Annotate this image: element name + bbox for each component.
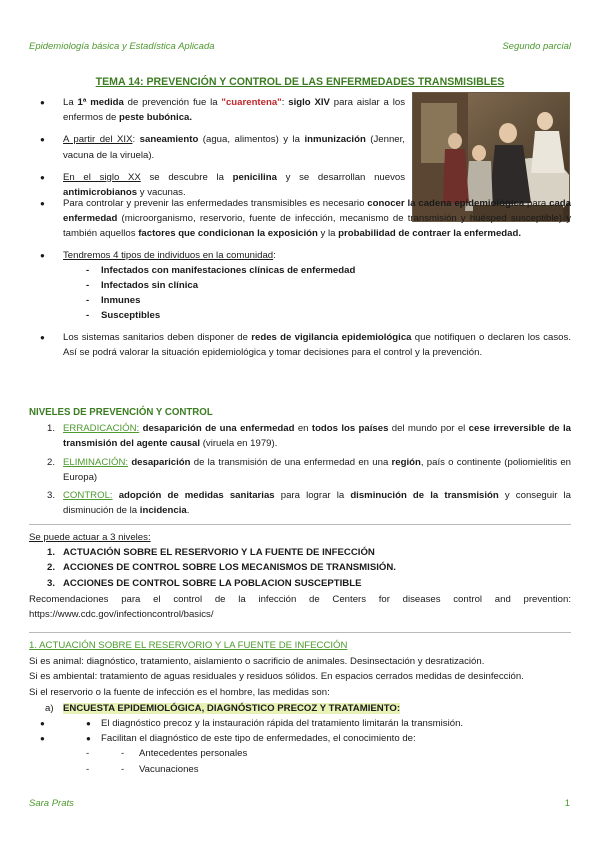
item-letter: a)	[45, 702, 54, 714]
text: La	[63, 97, 78, 108]
text: , país o continente (poliomielitis en Europa)	[63, 456, 572, 483]
action-item	[29, 560, 571, 575]
text-bold: peste bubónica.	[119, 112, 193, 124]
divider	[29, 524, 571, 525]
text-bold: región	[391, 456, 421, 468]
intro-bullets-bottom	[29, 196, 571, 360]
level-eradication	[29, 421, 571, 451]
text: Para controlar y prevenir las enfermedades transmisibles es necesario	[63, 198, 368, 209]
text-bold: cada enfermedad	[63, 198, 572, 225]
dash-mark: - -	[121, 763, 125, 775]
item-number: 2.	[47, 456, 56, 468]
levels-heading: NIVELES DE PREVENCIÓN Y CONTROL	[29, 407, 213, 418]
bullet-individual-types	[29, 248, 571, 263]
sub-bullet	[29, 731, 571, 746]
text-underlined: Tendremos 4 tipos de individuos en la comunidad	[63, 249, 274, 261]
text: y la	[317, 228, 339, 240]
action-item	[29, 545, 571, 560]
text: (microorganismo, reservorio, fuente de infección, mecanismo de transmisión y huésped susceptible) y también aquellos	[63, 213, 571, 240]
text-underlined: A partir del XIX	[63, 134, 133, 146]
page-title: TEMA 14: PREVENCIÓN Y CONTROL DE LAS ENFERMEDADES TRANSMISIBLES	[95, 76, 505, 88]
section-line: Si es ambiental: tratamiento de aguas residuales y residuos sólidos. En espacios cerrados medidas de desinfección.	[29, 671, 524, 683]
cdc-recommendations: Recomendaciones para el control de la infección de Centers for diseases control and prevention: https://www.cdc.gov/infectioncontrol/basics/	[29, 593, 571, 621]
text: (viruela en 1979).	[200, 438, 278, 450]
actions-intro: Se puede actuar a 3 niveles:	[29, 532, 151, 543]
text: de la transmisión de una enfermedad en una	[190, 456, 392, 468]
text-bold: conocer la cadena epidemiológica	[367, 198, 525, 209]
section-reservoir	[29, 638, 571, 777]
text: y vacunas.	[137, 187, 186, 199]
type-item: - Inmunes	[29, 293, 571, 308]
text: para lograr la	[274, 490, 351, 502]
levels-section	[29, 405, 571, 518]
text-bold: saneamiento	[139, 134, 199, 146]
bullet-quarantine	[29, 95, 405, 125]
type-item: - Susceptibles	[29, 308, 571, 323]
sub-item-a	[29, 701, 571, 716]
sub-dash	[29, 762, 571, 777]
bullet-dot: ● ●	[86, 734, 91, 744]
text: Facilitan el diagnóstico de este tipo de enfermedades, el conocimiento de:	[101, 733, 416, 745]
text: .	[186, 505, 190, 517]
dash-mark: - -	[121, 748, 125, 760]
text: y se desarrollan nuevos	[276, 171, 405, 183]
text-bold: siglo XIV	[288, 97, 330, 108]
text-bold: cese irreversible de la transmisión del agente causal	[63, 423, 571, 450]
header-subject: Epidemiología básica y Estadística Aplicada	[29, 41, 215, 52]
text-bold: penicilina	[232, 171, 277, 183]
type-item: - Infectados con manifestaciones clínicas de enfermedad	[29, 263, 571, 278]
level-control	[29, 488, 571, 518]
section-line: Si es animal: diagnóstico, tratamiento, aislamiento o sacrificio de animales. Desinsectación y desratización.	[29, 656, 485, 668]
page-number: 1	[564, 798, 570, 809]
text: para aislar a los enfermos de	[63, 97, 405, 124]
text-bold: redes de vigilancia epidemiológica	[251, 331, 412, 343]
section-line: Si el reservorio o la fuente de infección es el hombre, las medidas son:	[29, 686, 330, 698]
text: del mundo por el	[388, 423, 469, 435]
level-label: CONTROL:	[63, 490, 113, 502]
bullet-chain	[29, 196, 571, 242]
text-bold: todos los países	[311, 423, 389, 435]
action-text: ACTUACIÓN SOBRE EL RESERVORIO Y LA FUENTE DE INFECCIÓN	[63, 547, 375, 559]
text: (Jenner, vacuna de la viruela).	[63, 134, 405, 161]
text: para	[524, 198, 550, 209]
text: El diagnóstico precoz y la instauración rápida del tratamiento limitarán la transmisión.	[101, 718, 464, 730]
actions-section	[29, 530, 571, 622]
type-item: - Infectados sin clínica	[29, 278, 571, 293]
bullet-dot: ● ●	[86, 719, 91, 729]
text: :	[281, 97, 289, 108]
text: Antecedentes personales	[139, 748, 248, 760]
item-number: 2.	[47, 562, 56, 574]
intro-bullets-top	[29, 95, 405, 200]
text: Vacunaciones	[139, 763, 199, 775]
level-label: ERRADICACIÓN:	[63, 423, 140, 435]
text: :	[273, 249, 276, 261]
text-bold: incidencia	[139, 505, 187, 517]
item-number: 3.	[47, 490, 56, 502]
text: de prevención fue la	[123, 97, 222, 108]
header-exam: Segundo parcial	[502, 41, 571, 52]
text-bold: desaparición de una enfermedad	[142, 423, 295, 435]
text: se descubre la	[140, 171, 233, 183]
item-number: 1.	[47, 547, 56, 559]
section-heading: 1. ACTUACIÓN SOBRE EL RESERVORIO Y LA FUENTE DE INFECCIÓN	[29, 640, 348, 651]
text: Los sistemas sanitarios deben disponer de	[63, 331, 252, 343]
text: que notifiquen o declaren los casos. Así se podrá valorar la situación epidemiológica y tomar decisiones para el control y la prevención.	[63, 331, 571, 358]
item-number: 1.	[47, 423, 56, 435]
text-underlined: En el siglo XX	[63, 171, 141, 183]
text: y conseguir la disminución de la	[63, 490, 571, 517]
text-bold: disminución de la transmisión	[350, 490, 499, 502]
text-bold: adopción de medidas sanitarias	[118, 490, 275, 502]
text-bold: factores que condicionan la exposición	[138, 228, 318, 240]
sub-heading: ENCUESTA EPIDEMIOLÓGICA, DIAGNÓSTICO PRECOZ Y TRATAMIENTO:	[63, 702, 401, 714]
level-label: ELIMINACIÓN:	[63, 456, 129, 468]
bullet-xix	[29, 132, 405, 162]
text-bold: antimicrobianos	[63, 187, 138, 199]
bullet-surveillance	[29, 330, 571, 360]
sub-dash	[29, 746, 571, 761]
divider	[29, 632, 571, 633]
item-number: 3.	[47, 577, 56, 589]
text: :	[132, 134, 140, 146]
text-bold: 1ª medida	[77, 97, 124, 108]
quarantine-term: "cuarentena"	[221, 97, 282, 108]
action-item	[29, 576, 571, 591]
text-bold: desaparición	[131, 456, 191, 468]
action-text: ACCIONES DE CONTROL SOBRE LA POBLACION SUSCEPTIBLE	[63, 577, 362, 589]
text: en	[294, 423, 312, 435]
text: (agua, alimentos) y la	[198, 134, 305, 146]
sub-bullet	[29, 716, 571, 731]
action-text: ACCIONES DE CONTROL SOBRE LOS MECANISMOS DE TRANSMISIÓN.	[63, 562, 396, 574]
level-elimination	[29, 455, 571, 485]
text-bold: probabilidad de contraer la enfermedad.	[338, 228, 521, 240]
footer-author: Sara Prats	[29, 798, 74, 809]
text-bold: inmunización	[304, 134, 366, 146]
